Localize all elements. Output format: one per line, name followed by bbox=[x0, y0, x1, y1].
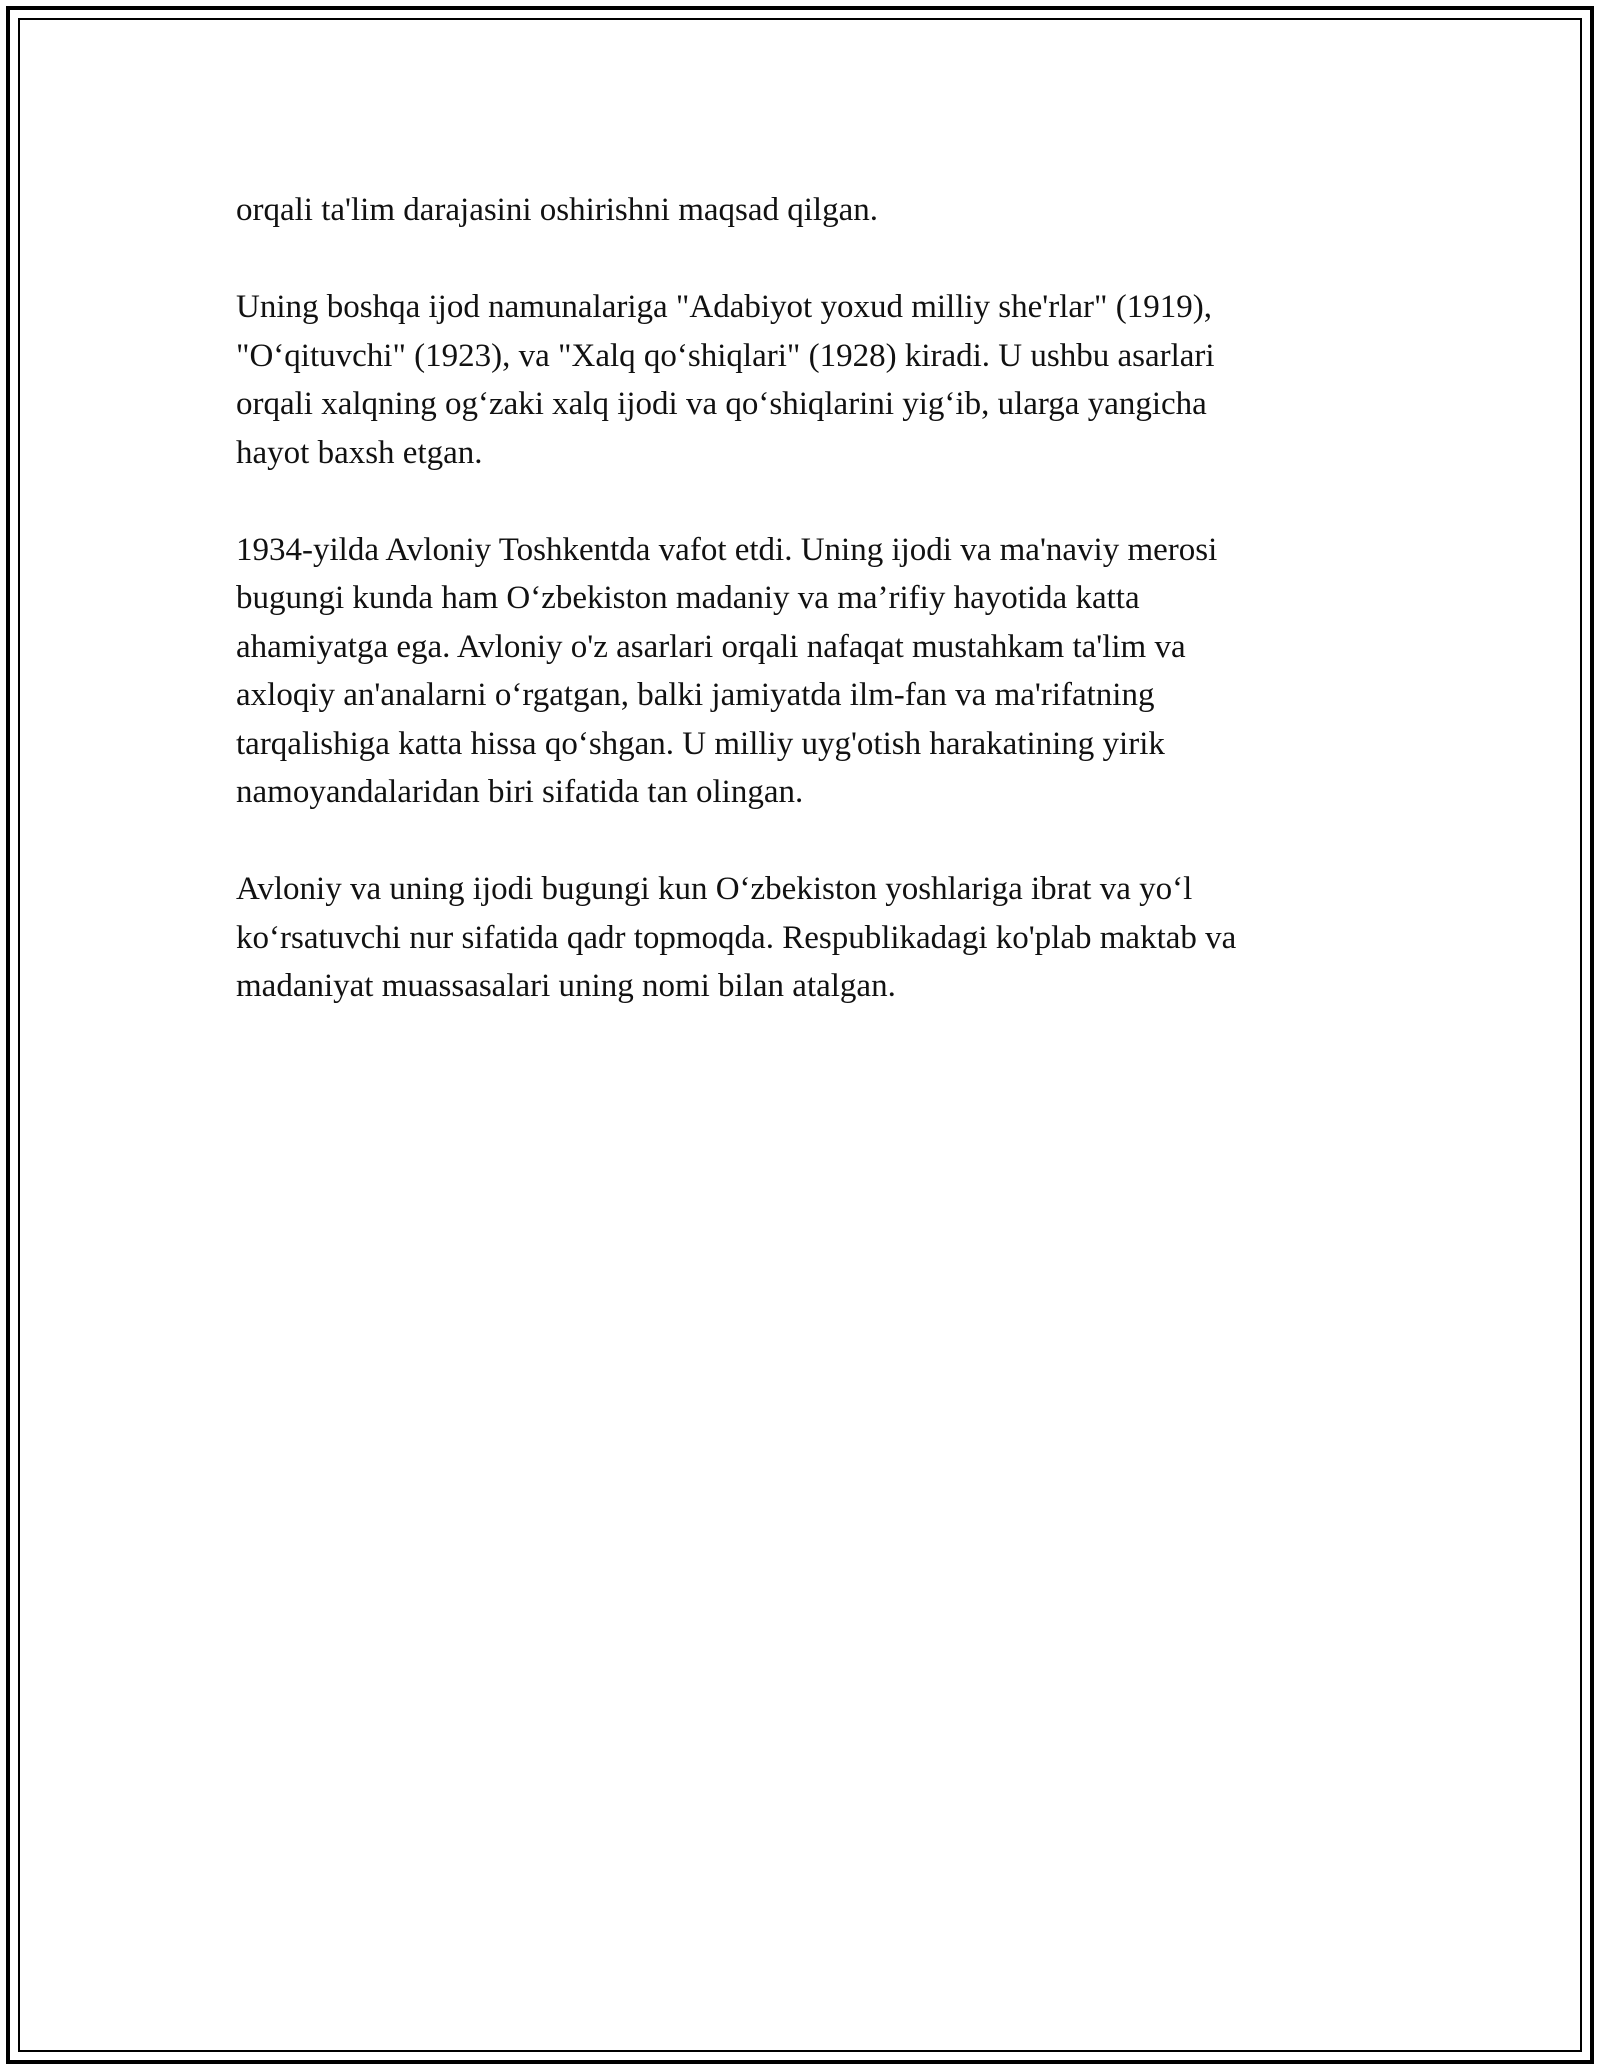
document-body bbox=[236, 186, 1366, 1059]
paragraph-4: Avloniy va uning ijodi bugungi kun O‘zbekiston yoshlariga ibrat va yo‘l ko‘rsatuvchi nur sifatida qadr topmoqda. Respublikadagi ko'plab maktab va madaniyat muassasalari uning nomi bilan atalgan. bbox=[236, 871, 1237, 1004]
paragraph-3: 1934-yilda Avloniy Toshkentda vafot etdi. Uning ijodi va ma'naviy merosi bugungi kunda ham O‘zbekiston madaniy va ma’rifiy hayotida katta ahamiyatga ega. Avloniy o'z asarlari orqali nafaqat mustahkam ta'lim va axloqiy an'analarni o‘rgatgan, balki jamiyatda ilm-fan va ma'rifatning tarqalishiga katta hissa qo‘shgan. U milliy uyg'otish harakatining yirik namoyandalaridan biri sifatida tan olingan. bbox=[236, 531, 1218, 810]
paragraph-1: orqali ta'lim darajasini oshirishni maqsad qilgan. bbox=[236, 192, 878, 228]
paragraph-2: Uning boshqa ijod namunalariga "Adabiyot yoxud milliy she'rlar" (1919), "O‘qituvchi" (1923), va "Xalq qo‘shiqlari" (1928) kiradi. U ushbu asarlari orqali xalqning og‘zaki xalq ijodi va qo‘shiqlarini yig‘ib, ularga yangicha hayot baxsh etgan. bbox=[236, 289, 1215, 471]
